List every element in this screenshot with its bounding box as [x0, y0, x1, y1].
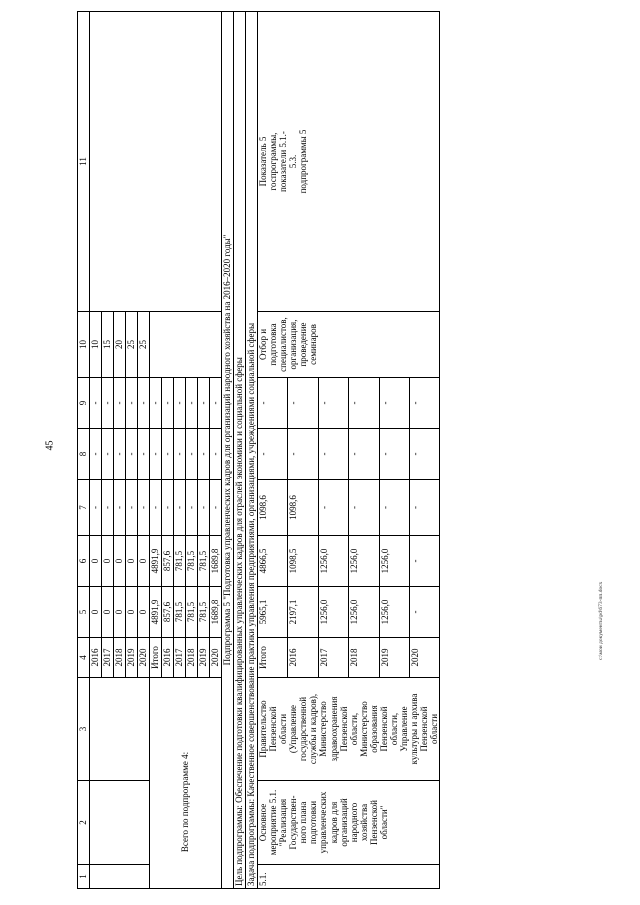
measure-c9: - [258, 378, 288, 429]
measure-c5: 1256,0 [318, 587, 348, 638]
top-c5: 0 [90, 587, 102, 638]
top-c7: - [126, 480, 138, 536]
top-empty-c1 [90, 865, 150, 889]
measure-c8: - [349, 429, 379, 480]
total-c7: - [210, 480, 222, 536]
top-c7: - [90, 480, 102, 536]
measure-c6: - [409, 536, 439, 587]
total-year: 2019 [198, 638, 210, 678]
top-c8: - [102, 429, 114, 480]
measure-c7: 1098,6 [258, 480, 288, 536]
top-c5: 0 [102, 587, 114, 638]
measure-c9: - [409, 378, 439, 429]
total-c7: - [186, 480, 198, 536]
total-c9: - [162, 378, 174, 429]
measure-c5: - [409, 587, 439, 638]
top-c8: - [126, 429, 138, 480]
top-c8: - [138, 429, 150, 480]
subprogram-title: Подпрограмма 5 "Подготовка управленческих кадров для организаций народного хозяйства на 2016–2020 годы" [222, 12, 234, 889]
top-c6: 0 [90, 536, 102, 587]
top-c8: - [114, 429, 126, 480]
measure-executor: Правительство Пензенской области (Управление государственной службы и кадров), Министерство здравоохранения Пензенской области, Министерство образования Пензенской области, Управление культуры и архива Пензенской области [258, 678, 440, 781]
subprogram-task-row [246, 12, 258, 889]
total-c9: - [174, 378, 186, 429]
measure-c9: - [288, 378, 318, 429]
total-c8: - [174, 429, 186, 480]
top-c5: 0 [126, 587, 138, 638]
measure-name: Основное мероприятие 5.1. "Реализация Государствен- ного плана подготовки управленческих кадров для организаций народного хозяйства Пензенской области" [258, 781, 440, 865]
measure-c9: - [379, 378, 409, 429]
top-c7: - [138, 480, 150, 536]
subprogram-goal: Цель подпрограммы: Обеспечение подготовки квалифицированных управленческих кадров для отраслей экономики и социальной сферы [234, 12, 246, 889]
column-header-11: 11 [78, 12, 90, 312]
total-c8: - [162, 429, 174, 480]
header-row [78, 12, 90, 889]
total-year: 2020 [210, 638, 222, 678]
measure-c5: 2197,1 [288, 587, 318, 638]
measure-year: 2016 [288, 638, 318, 678]
measure-c5: 1256,0 [379, 587, 409, 638]
column-header-1: 1 [78, 865, 90, 889]
top-c10: 20 [114, 312, 126, 378]
top-c6: 0 [126, 536, 138, 587]
top-c7: - [114, 480, 126, 536]
document-sheet [77, 12, 602, 889]
total-label: Всего по подпрограмме 4: [150, 678, 222, 889]
top-c10: 25 [138, 312, 150, 378]
total-c8: - [210, 429, 222, 480]
total-c7: - [150, 480, 162, 536]
total-c5: 781,5 [198, 587, 210, 638]
top-c6: 0 [102, 536, 114, 587]
total-c8: - [150, 429, 162, 480]
measure-c5: 5965,1 [258, 587, 288, 638]
total-year: 2018 [186, 638, 198, 678]
measure-c7: - [349, 480, 379, 536]
total-c5: 857,6 [162, 587, 174, 638]
subprogram-task: Задача подпрограммы: Качественное совершенствование практики управления предприятиями, организациями, учреждениями социальной сферы [246, 12, 258, 889]
top-c8: - [90, 429, 102, 480]
total-c5: 781,5 [174, 587, 186, 638]
column-header-8: 8 [78, 429, 90, 480]
column-header-4: 4 [78, 638, 90, 678]
measure-year: 2018 [349, 638, 379, 678]
total-c9: - [150, 378, 162, 429]
top-c10: 25 [126, 312, 138, 378]
subprogram-title-row [222, 12, 234, 889]
measure-c8: - [318, 429, 348, 480]
total-year: Итого [150, 638, 162, 678]
column-header-5: 5 [78, 587, 90, 638]
measure-c6: 1098,5 [288, 536, 318, 587]
measure-indicator: Показатель 5 госпрограммы, показатели 5.1.- 5.3. подпрограммы 5 [258, 12, 440, 312]
measure-year: 2019 [379, 638, 409, 678]
total-c6: 1689,8 [210, 536, 222, 587]
total-c6: 781,5 [174, 536, 186, 587]
top-year: 2017 [102, 638, 114, 678]
column-header-6: 6 [78, 536, 90, 587]
total-c9: - [210, 378, 222, 429]
top-c6: 0 [138, 536, 150, 587]
top-year: 2020 [138, 638, 150, 678]
top-c6: 0 [114, 536, 126, 587]
measure-c7: 1098,6 [288, 480, 318, 536]
total-c8: - [186, 429, 198, 480]
measure-c7: - [318, 480, 348, 536]
total-c5: 781,5 [186, 587, 198, 638]
column-header-7: 7 [78, 480, 90, 536]
total-c9: - [186, 378, 198, 429]
measure-result: Отбор и подготовка специалистов, организация, проведение семинаров [258, 312, 440, 378]
total-c7: - [174, 480, 186, 536]
measure-c9: - [318, 378, 348, 429]
total-c7: - [162, 480, 174, 536]
total-empty-c10 [150, 312, 222, 378]
top-c9: - [90, 378, 102, 429]
column-header-3: 3 [78, 678, 90, 781]
column-header-9: 9 [78, 378, 90, 429]
top-empty-c11 [90, 12, 222, 312]
total-year: 2017 [174, 638, 186, 678]
total-c6: 857,6 [162, 536, 174, 587]
measure-year: Итого [258, 638, 288, 678]
total-c8: - [198, 429, 210, 480]
measure-c7: - [379, 480, 409, 536]
top-row-0 [90, 12, 102, 889]
top-c7: - [102, 480, 114, 536]
measure-c6: 4866,5 [258, 536, 288, 587]
top-year: 2018 [114, 638, 126, 678]
top-c9: - [138, 378, 150, 429]
measure-c7: - [409, 480, 439, 536]
measure-c8: - [409, 429, 439, 480]
top-c5: 0 [114, 587, 126, 638]
top-c9: - [114, 378, 126, 429]
total-c5: 1689,8 [210, 587, 222, 638]
top-c9: - [126, 378, 138, 429]
top-empty-c3 [90, 678, 150, 781]
column-header-2: 2 [78, 781, 90, 865]
measure-c8: - [258, 429, 288, 480]
measure-c8: - [288, 429, 318, 480]
measure-c5: 1256,0 [349, 587, 379, 638]
top-c5: 0 [138, 587, 150, 638]
total-c7: - [198, 480, 210, 536]
rotated-table-frame [77, 12, 602, 889]
column-header-10: 10 [78, 312, 90, 378]
measure-c6: 1256,0 [318, 536, 348, 587]
top-year: 2016 [90, 638, 102, 678]
measure-c6: 1256,0 [379, 536, 409, 587]
measure-c9: - [349, 378, 379, 429]
total-c6: 781,5 [186, 536, 198, 587]
measure-year: 2017 [318, 638, 348, 678]
measure-row-0 [258, 12, 288, 889]
total-c6: 781,5 [198, 536, 210, 587]
total-c6: 4891,9 [150, 536, 162, 587]
page-number: 45 [44, 440, 56, 451]
footer-file-path: c:\мои документы\pd\673-пп.docx [598, 581, 604, 660]
subprogram-goal-row [234, 12, 246, 889]
top-empty-c2 [90, 781, 150, 865]
total-c9: - [198, 378, 210, 429]
measure-year: 2020 [409, 638, 439, 678]
program-table [77, 11, 440, 889]
measure-c6: 1256,0 [349, 536, 379, 587]
top-c10: 10 [90, 312, 102, 378]
top-c10: 15 [102, 312, 114, 378]
measure-c8: - [379, 429, 409, 480]
total-c5: 4891,9 [150, 587, 162, 638]
top-year: 2019 [126, 638, 138, 678]
top-c9: - [102, 378, 114, 429]
total-year: 2016 [162, 638, 174, 678]
measure-number: 5.1. [258, 865, 440, 889]
